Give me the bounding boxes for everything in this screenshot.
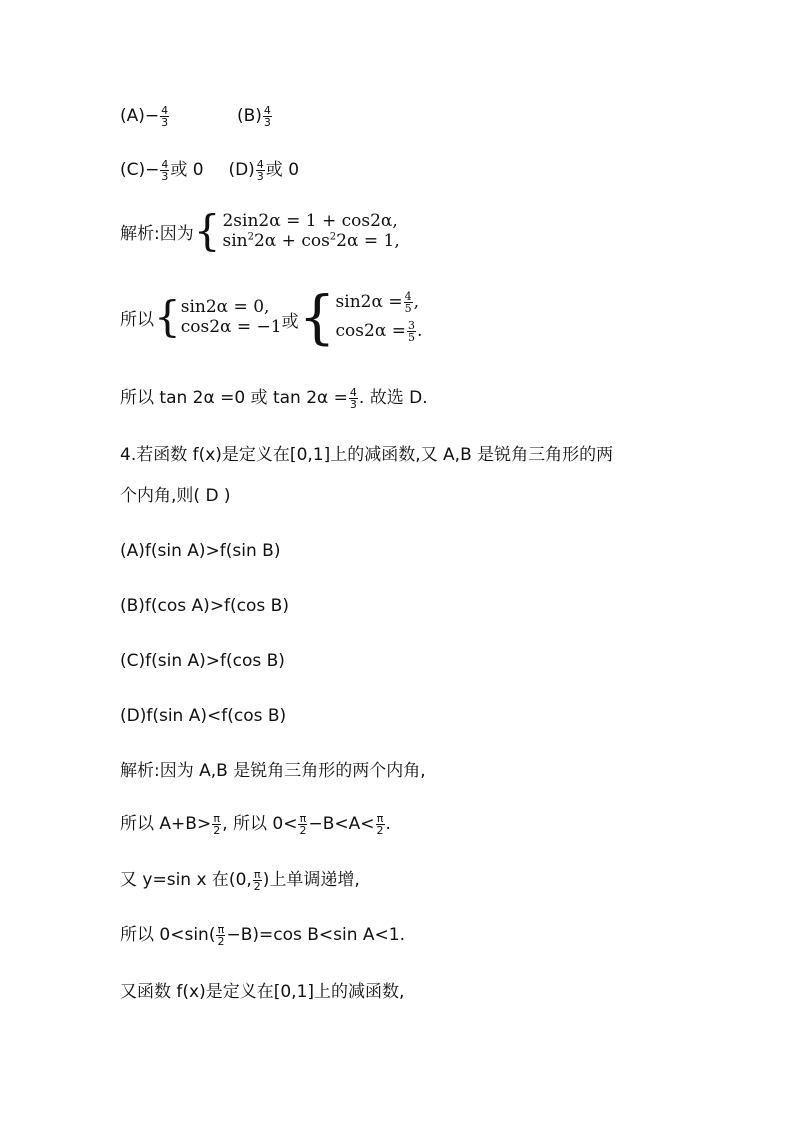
so-label: 所以 bbox=[120, 309, 154, 330]
equation-2: $\sin^22\alpha + \cos^22\alpha = 1$, bbox=[222, 231, 400, 251]
option-row-ab bbox=[120, 104, 273, 128]
minus-sign: − bbox=[144, 106, 160, 126]
option-c-tail: 或 0 bbox=[170, 160, 204, 180]
solution-q3-cases bbox=[120, 283, 423, 351]
case1-line1: sin2α = 0, bbox=[180, 297, 270, 317]
option-d-fraction: $\frac{4}{3}$ bbox=[256, 157, 264, 183]
equation-1: 2sin2α = 1 + cos2α, bbox=[222, 211, 398, 231]
left-brace-icon: { bbox=[154, 292, 181, 341]
question-4-stem-line1: 4.若函数 f(x)是定义在[0,1]上的减函数,又 A,B 是锐角三角形的两 bbox=[120, 445, 614, 465]
question-4-option-c: (C)f(sin A)>f(cos B) bbox=[120, 651, 285, 671]
case1-line2: cos2α = −1 bbox=[180, 317, 282, 337]
question-4-option-b: (B)f(cos A)>f(cos B) bbox=[120, 596, 289, 616]
solution-q3-system bbox=[120, 206, 400, 255]
or-label: 或 bbox=[281, 311, 299, 332]
option-d-tail: 或 0 bbox=[265, 160, 300, 180]
question-4-option-a: (A)f(sin A)>f(sin B) bbox=[120, 541, 281, 561]
option-a-fraction: $\frac{4}{3}$ bbox=[161, 103, 169, 129]
solution-intro: 解析:因为 bbox=[120, 223, 194, 244]
solution-q4-line1: 解析:因为 A,B 是锐角三角形的两个内角, bbox=[120, 761, 426, 781]
case2-line2: cos2α = $\frac{3}{5}$ . bbox=[335, 319, 423, 344]
option-row-cd bbox=[120, 158, 299, 182]
option-b-fraction: $\frac{4}{3}$ bbox=[263, 103, 271, 129]
solution-q4-line5: 又函数 f(x)是定义在[0,1]上的减函数, bbox=[120, 982, 405, 1002]
solution-q4-line3: 又 y=sin x 在(0, $\frac{\pi}{2}$ )上单调递增, bbox=[120, 867, 360, 893]
option-d-label: (D) bbox=[228, 160, 255, 180]
option-a-label: (A) bbox=[120, 106, 145, 126]
solution-q4-line2: 所以 A+B> $\frac{\pi}{2}$ , 所以 0< $\frac{\pi}{2}$ −B<A< $\frac{\pi}{2}$ . bbox=[120, 811, 391, 837]
left-brace-icon: { bbox=[193, 206, 221, 255]
minus-sign: − bbox=[145, 160, 160, 180]
option-c-label: (C) bbox=[120, 160, 146, 180]
solution-q4-line4: 所以 0<sin( $\frac{\pi}{2}$ −B)=cos B<sin A<1. bbox=[120, 922, 406, 948]
option-c-fraction: $\frac{4}{3}$ bbox=[161, 157, 169, 183]
solution-q3-conclusion: 所以 tan 2α =0 或 tan 2α = $\frac{4}{3}$ . 故选 D. bbox=[120, 385, 428, 411]
question-4-option-d: (D)f(sin A)<f(cos B) bbox=[120, 706, 287, 726]
left-brace-icon: { bbox=[298, 283, 336, 351]
case2-line1: sin2α = $\frac{4}{5}$ , bbox=[335, 290, 419, 315]
option-b-label: (B) bbox=[236, 106, 262, 126]
question-4-stem-line2: 个内角,则( D ) bbox=[120, 486, 231, 506]
